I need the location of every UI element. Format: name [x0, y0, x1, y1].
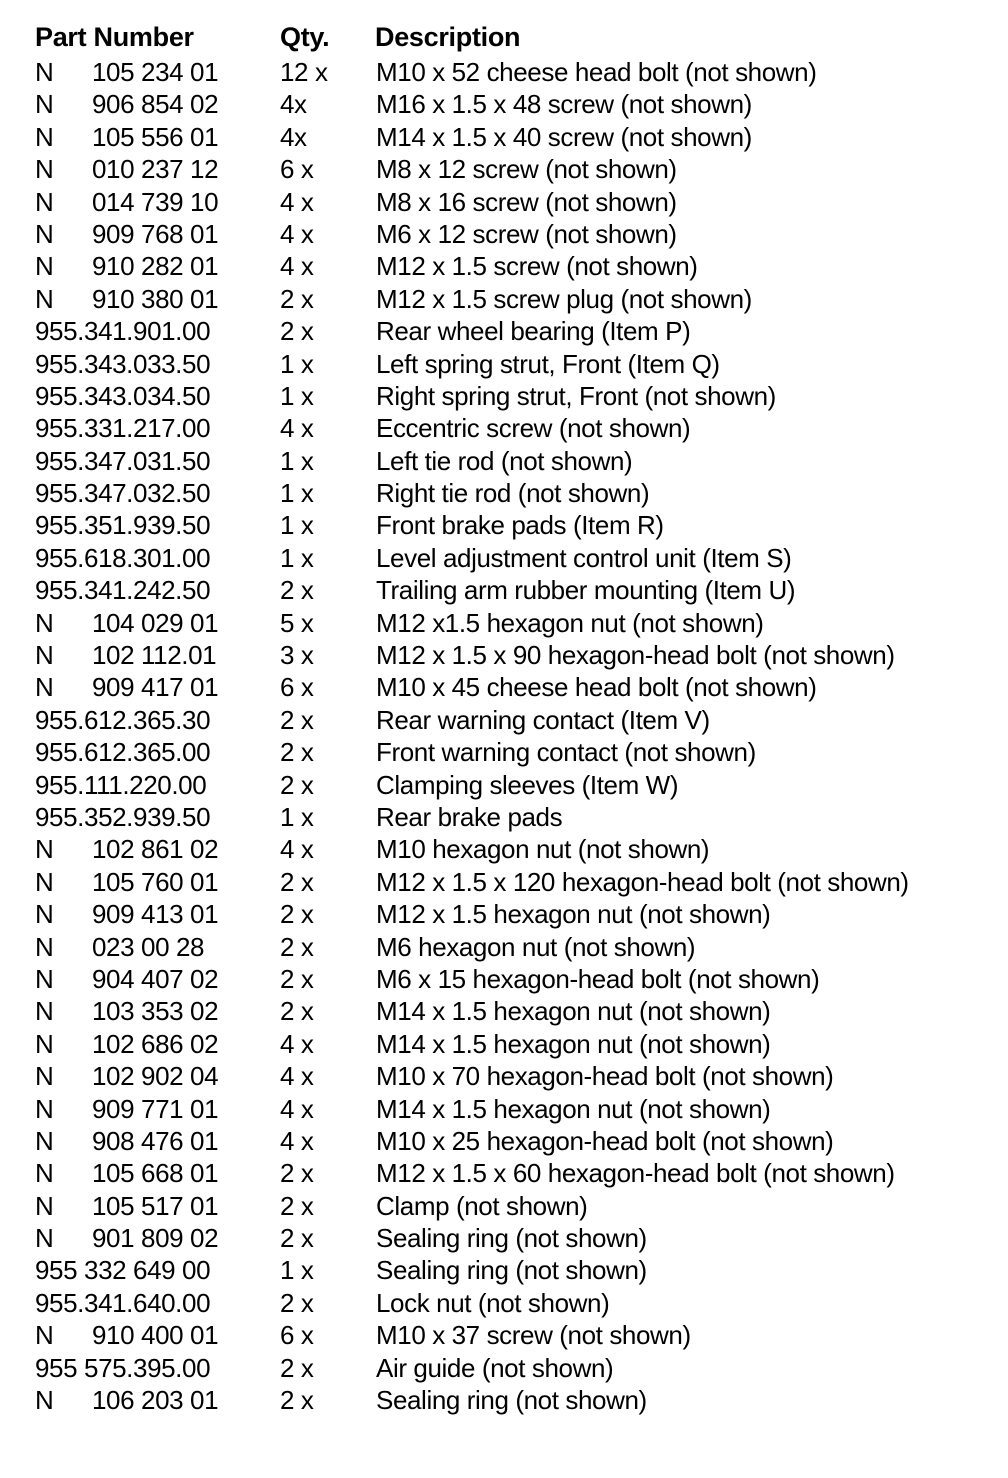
quantity: 2 x	[280, 283, 314, 314]
quantity: 4 x	[280, 251, 314, 282]
part-number: 023 00 28	[92, 931, 205, 962]
part-prefix: N	[35, 154, 54, 185]
part-prefix: N	[35, 283, 54, 314]
description: Rear brake pads	[376, 801, 563, 832]
table-row	[0, 1222, 1008, 1254]
part-number: 102 902 04	[92, 1061, 219, 1092]
quantity: 4 x	[280, 1125, 314, 1156]
part-number: 955.612.365.00	[35, 737, 211, 768]
part-number: 105 760 01	[92, 866, 219, 897]
table-row	[0, 801, 1008, 833]
quantity: 1 x	[280, 348, 314, 379]
table-row	[0, 671, 1008, 703]
part-number: 909 771 01	[92, 1093, 219, 1124]
quantity: 1 x	[280, 478, 314, 509]
description: M14 x 1.5 hexagon nut (not shown)	[376, 1028, 771, 1059]
quantity: 4 x	[280, 1061, 314, 1092]
part-number: 910 400 01	[92, 1320, 219, 1351]
part-number: 105 234 01	[92, 57, 219, 87]
quantity: 6 x	[280, 672, 314, 703]
table-row	[0, 898, 1008, 930]
description: Right tie rod (not shown)	[376, 478, 650, 509]
part-prefix: N	[35, 121, 54, 152]
quantity: 1 x	[280, 510, 314, 541]
table-row	[0, 542, 1008, 574]
part-number: 909 413 01	[92, 899, 219, 930]
part-prefix: N	[35, 1093, 54, 1124]
description: Clamp (not shown)	[376, 1190, 588, 1221]
description: M10 x 52 cheese head bolt (not shown)	[376, 57, 817, 87]
part-number: 955.111.220.00	[35, 769, 207, 800]
description: M12 x 1.5 x 120 hexagon-head bolt (not shown)	[376, 866, 909, 897]
part-number: 906 854 02	[92, 89, 219, 120]
part-prefix: N	[35, 672, 54, 703]
part-number: 104 029 01	[92, 607, 219, 638]
description: M10 x 70 hexagon-head bolt (not shown)	[376, 1061, 834, 1092]
part-number: 901 809 02	[92, 1223, 219, 1254]
description: M6 hexagon nut (not shown)	[376, 931, 696, 962]
quantity: 2 x	[280, 963, 314, 994]
description: M8 x 12 screw (not shown)	[376, 154, 677, 185]
quantity: 2 x	[280, 931, 314, 962]
part-prefix: N	[35, 1061, 54, 1092]
table-row	[0, 1060, 1008, 1092]
description: M8 x 16 screw (not shown)	[376, 186, 677, 217]
quantity: 2 x	[280, 1352, 314, 1383]
part-prefix: N	[35, 1028, 54, 1059]
quantity: 4 x	[280, 186, 314, 217]
quantity: 4 x	[280, 218, 314, 249]
description: M12 x 1.5 screw (not shown)	[376, 251, 698, 282]
part-number: 955.341.640.00	[35, 1287, 211, 1318]
description: Front warning contact (not shown)	[376, 737, 756, 768]
table-row	[0, 509, 1008, 541]
table-row	[0, 153, 1008, 185]
part-prefix: N	[35, 89, 54, 120]
table-row	[0, 121, 1008, 153]
part-number: 955 575.395.00	[35, 1352, 211, 1383]
description: M10 x 37 screw (not shown)	[376, 1320, 691, 1351]
part-number: 910 380 01	[92, 283, 219, 314]
part-number: 102 112.01	[92, 640, 217, 671]
table-row	[0, 477, 1008, 509]
table-row	[0, 380, 1008, 412]
part-number: 955.351.939.50	[35, 510, 211, 541]
part-prefix: N	[35, 1385, 54, 1416]
table-row	[0, 736, 1008, 768]
description: Left tie rod (not shown)	[376, 445, 633, 476]
part-number: 103 353 02	[92, 996, 219, 1027]
description: Lock nut (not shown)	[376, 1287, 610, 1318]
part-prefix: N	[35, 1125, 54, 1156]
quantity: 2 x	[280, 704, 314, 735]
description: Trailing arm rubber mounting (Item U)	[376, 575, 796, 606]
part-prefix: N	[35, 1223, 54, 1254]
part-prefix: N	[35, 186, 54, 217]
quantity: 4x	[280, 121, 307, 152]
part-prefix: N	[35, 866, 54, 897]
table-row	[0, 1157, 1008, 1189]
part-number: 105 556 01	[92, 121, 219, 152]
table-row	[0, 186, 1008, 218]
table-row	[0, 348, 1008, 380]
description: Right spring strut, Front (not shown)	[376, 380, 776, 411]
description: M12 x 1.5 screw plug (not shown)	[376, 283, 752, 314]
table-row	[0, 1319, 1008, 1351]
quantity: 2 x	[280, 1158, 314, 1189]
table-row	[0, 1254, 1008, 1286]
quantity: 6 x	[280, 1320, 314, 1351]
part-number: 102 861 02	[92, 834, 219, 865]
table-row	[0, 1384, 1008, 1416]
quantity: 2 x	[280, 316, 314, 347]
table-row	[0, 995, 1008, 1027]
part-prefix: N	[35, 607, 54, 638]
part-prefix: N	[35, 1320, 54, 1351]
description: Air guide (not shown)	[376, 1352, 614, 1383]
table-row	[0, 315, 1008, 347]
description: Front brake pads (Item R)	[376, 510, 664, 541]
description: M10 hexagon nut (not shown)	[376, 834, 710, 865]
description: M14 x 1.5 hexagon nut (not shown)	[376, 1093, 771, 1124]
table-row	[0, 931, 1008, 963]
part-prefix: N	[35, 218, 54, 249]
quantity: 2 x	[280, 1223, 314, 1254]
description: Sealing ring (not shown)	[376, 1255, 647, 1286]
part-number: 955.343.033.50	[35, 348, 211, 379]
part-prefix: N	[35, 834, 54, 865]
part-number: 910 282 01	[92, 251, 219, 282]
quantity: 2 x	[280, 866, 314, 897]
table-row	[0, 283, 1008, 315]
table-row	[0, 1125, 1008, 1157]
quantity: 2 x	[280, 996, 314, 1027]
description: Rear warning contact (Item V)	[376, 704, 710, 735]
quantity: 2 x	[280, 769, 314, 800]
part-number: 955.618.301.00	[35, 542, 211, 573]
part-number: 955.347.031.50	[35, 445, 211, 476]
description: M12 x 1.5 x 90 hexagon-head bolt (not shown)	[376, 640, 895, 671]
description: M14 x 1.5 x 40 screw (not shown)	[376, 121, 752, 152]
quantity: 1 x	[280, 542, 314, 573]
quantity: 4 x	[280, 1093, 314, 1124]
part-number: 909 768 01	[92, 218, 219, 249]
table-row	[0, 574, 1008, 606]
quantity: 6 x	[280, 154, 314, 185]
description: M12 x1.5 hexagon nut (not shown)	[376, 607, 764, 638]
description: Level adjustment control unit (Item S)	[376, 542, 792, 573]
part-number: 908 476 01	[92, 1125, 219, 1156]
part-prefix: N	[35, 963, 54, 994]
table-row	[0, 445, 1008, 477]
table-row	[0, 250, 1008, 282]
part-number: 105 668 01	[92, 1158, 219, 1189]
description: M6 x 12 screw (not shown)	[376, 218, 677, 249]
quantity: 4x	[280, 89, 307, 120]
table-row	[0, 1028, 1008, 1060]
description: M12 x 1.5 hexagon nut (not shown)	[376, 899, 771, 930]
quantity: 3 x	[280, 640, 314, 671]
part-prefix: N	[35, 251, 54, 282]
description: Eccentric screw (not shown)	[376, 413, 691, 444]
part-prefix: N	[35, 931, 54, 962]
part-prefix: N	[35, 57, 54, 87]
part-number: 909 417 01	[92, 672, 219, 703]
quantity: 2 x	[280, 899, 314, 930]
description: M10 x 45 cheese head bolt (not shown)	[376, 672, 817, 703]
table-row	[0, 88, 1008, 120]
description: M10 x 25 hexagon-head bolt (not shown)	[376, 1125, 834, 1156]
quantity: 1 x	[280, 445, 314, 476]
table-row	[0, 639, 1008, 671]
table-header	[35, 20, 995, 54]
table-row	[0, 769, 1008, 801]
part-number: 955.352.939.50	[35, 801, 211, 832]
table-row	[0, 218, 1008, 250]
quantity: 4 x	[280, 413, 314, 444]
quantity: 1 x	[280, 380, 314, 411]
table-row	[0, 866, 1008, 898]
part-prefix: N	[35, 996, 54, 1027]
description: Left spring strut, Front (Item Q)	[376, 348, 720, 379]
part-number: 105 517 01	[92, 1190, 219, 1221]
table-row	[0, 56, 1008, 88]
part-number: 014 739 10	[92, 186, 219, 217]
part-prefix: N	[35, 1158, 54, 1189]
part-number: 955.341.242.50	[35, 575, 211, 606]
part-number: 955.341.901.00	[35, 316, 211, 347]
quantity: 5 x	[280, 607, 314, 638]
part-number: 904 407 02	[92, 963, 219, 994]
table-row	[0, 607, 1008, 639]
part-number: 955.343.034.50	[35, 380, 211, 411]
header-description: Description	[375, 22, 521, 52]
description: M12 x 1.5 x 60 hexagon-head bolt (not shown)	[376, 1158, 895, 1189]
description: M6 x 15 hexagon-head bolt (not shown)	[376, 963, 820, 994]
part-prefix: N	[35, 899, 54, 930]
table-row	[0, 1287, 1008, 1319]
part-prefix: N	[35, 1190, 54, 1221]
quantity: 2 x	[280, 1190, 314, 1221]
description: Sealing ring (not shown)	[376, 1385, 647, 1416]
parts-table-body	[0, 56, 1008, 1416]
quantity: 12 x	[280, 57, 328, 87]
description: M16 x 1.5 x 48 screw (not shown)	[376, 89, 752, 120]
quantity: 2 x	[280, 1385, 314, 1416]
description: Sealing ring (not shown)	[376, 1223, 647, 1254]
part-number: 955.347.032.50	[35, 478, 211, 509]
description: M14 x 1.5 hexagon nut (not shown)	[376, 996, 771, 1027]
part-number: 106 203 01	[92, 1385, 219, 1416]
part-number: 010 237 12	[92, 154, 219, 185]
table-row	[0, 1093, 1008, 1125]
quantity: 1 x	[280, 801, 314, 832]
quantity: 1 x	[280, 1255, 314, 1286]
part-number: 955 332 649 00	[35, 1255, 211, 1286]
description: Clamping sleeves (Item W)	[376, 769, 679, 800]
table-row	[0, 412, 1008, 444]
quantity: 4 x	[280, 834, 314, 865]
part-prefix: N	[35, 640, 54, 671]
part-number: 955.331.217.00	[35, 413, 211, 444]
quantity: 2 x	[280, 575, 314, 606]
description: Rear wheel bearing (Item P)	[376, 316, 691, 347]
table-row	[0, 1352, 1008, 1384]
quantity: 2 x	[280, 1287, 314, 1318]
part-number: 102 686 02	[92, 1028, 219, 1059]
quantity: 2 x	[280, 737, 314, 768]
table-row	[0, 833, 1008, 865]
table-row	[0, 704, 1008, 736]
part-number: 955.612.365.30	[35, 704, 211, 735]
header-qty: Qty.	[280, 22, 330, 52]
table-row	[0, 1190, 1008, 1222]
header-part-number: Part Number	[35, 22, 194, 52]
table-row	[0, 963, 1008, 995]
quantity: 4 x	[280, 1028, 314, 1059]
